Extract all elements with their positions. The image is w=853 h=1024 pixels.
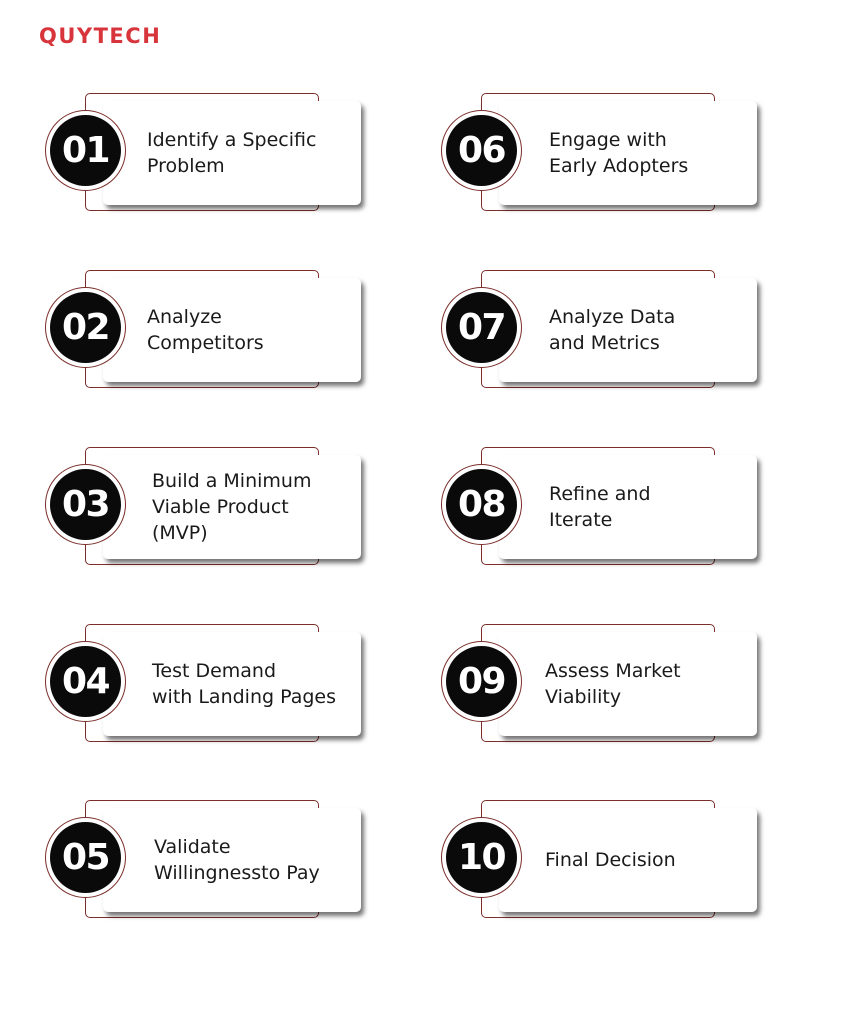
step-number: 05 <box>61 837 110 878</box>
step-badge <box>446 646 517 717</box>
step-card-10 <box>441 800 771 920</box>
step-label <box>147 278 357 382</box>
step-label <box>152 632 362 736</box>
step-label-line: Viability <box>545 686 622 708</box>
step-number: 04 <box>61 661 110 702</box>
step-number: 08 <box>457 484 506 525</box>
brand-logo: QUYTECH <box>39 24 162 48</box>
step-badge <box>50 822 121 893</box>
step-label <box>545 808 755 912</box>
step-label-line: Assess Market <box>545 660 681 682</box>
step-card-06 <box>441 93 771 213</box>
step-label <box>147 101 357 205</box>
step-card-04 <box>45 624 375 744</box>
step-label-line: Problem <box>147 155 225 177</box>
step-label-line: Build a Minimum <box>152 470 312 492</box>
step-badge <box>446 822 517 893</box>
step-badge <box>50 646 121 717</box>
step-card-08 <box>441 447 771 567</box>
step-label-line: Competitors <box>147 332 264 354</box>
step-label <box>152 455 362 559</box>
step-label-line: Validate <box>154 836 231 858</box>
step-card-07 <box>441 270 771 390</box>
step-number: 01 <box>61 130 110 171</box>
step-number: 10 <box>457 837 506 878</box>
step-badge <box>50 115 121 186</box>
step-label-line: Willingnessto Pay <box>154 862 320 884</box>
step-number: 02 <box>61 307 110 348</box>
step-number: 06 <box>457 130 506 171</box>
step-label-line: Test Demand <box>152 660 277 682</box>
step-label-line: (MVP) <box>152 522 208 544</box>
step-card-09 <box>441 624 771 744</box>
step-label-line: Refine and <box>549 483 651 505</box>
step-badge <box>446 292 517 363</box>
step-label-line: Identify a Specific <box>147 129 317 151</box>
step-label-line: Analyze <box>147 306 222 328</box>
step-label <box>549 455 759 559</box>
step-card-05 <box>45 800 375 920</box>
step-number: 09 <box>457 661 506 702</box>
step-badge <box>50 292 121 363</box>
step-badge <box>446 115 517 186</box>
step-label-line: with Landing Pages <box>152 686 336 708</box>
step-card-02 <box>45 270 375 390</box>
step-label-line: and Metrics <box>549 332 660 354</box>
step-label-line: Engage with <box>549 129 667 151</box>
step-label-line: Final Decision <box>545 849 676 871</box>
step-label <box>545 632 755 736</box>
step-card-03 <box>45 447 375 567</box>
step-label <box>549 101 759 205</box>
step-number: 03 <box>61 484 110 525</box>
step-label-line: Iterate <box>549 509 613 531</box>
step-badge <box>50 469 121 540</box>
step-card-01 <box>45 93 375 213</box>
step-number: 07 <box>457 307 506 348</box>
step-label-line: Viable Product <box>152 496 289 518</box>
step-badge <box>446 469 517 540</box>
step-label-line: Analyze Data <box>549 306 676 328</box>
step-label <box>154 808 364 912</box>
step-label-line: Early Adopters <box>549 155 689 177</box>
step-label <box>549 278 759 382</box>
